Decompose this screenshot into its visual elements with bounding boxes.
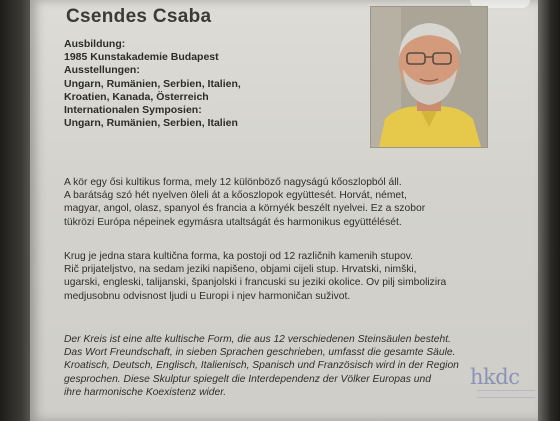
paragraph-line: Kroatisch, Deutsch, Englisch, Italienisch, Spanisch und Französisch wird in der Region xyxy=(64,360,459,372)
paragraph-line: A barátság szó hét nyelven öleli át a kőoszlopok együttesét. Horvát, német, xyxy=(64,190,407,202)
artist-name: Csendes Csaba xyxy=(66,6,212,27)
paragraph-line: gesprochen. Diese Skulptur spiegelt die Interdependenz der Völker Europas und xyxy=(64,373,431,385)
paragraph-line: magyar, angol, olasz, spanyol és francia a környék beszélt nyelvei. Ez a szobor xyxy=(64,203,426,215)
paragraph-line: Der Kreis ist eine alte kultische Form, die aus 12 verschiedenen Steinsäulen besteht. xyxy=(64,334,451,345)
paragraph-line: Das Wort Freundschaft, in sieben Sprachen geschrieben, umfasst die gesamte Säule. xyxy=(64,347,456,359)
artist-photo xyxy=(370,6,488,148)
sign-frame-right xyxy=(538,0,560,421)
bio-line: Ungarn, Rumänien, Serbien, Italien, xyxy=(64,77,241,90)
sign-panel xyxy=(30,0,538,421)
hkdc-logo: hkdc xyxy=(470,365,520,389)
sign-frame-left xyxy=(0,0,30,421)
paragraph-line: Rič prijateljstvo, na sedam jeziki napišeno, objami cijeli stup. Hrvatski, nimški, xyxy=(64,264,417,276)
bio-line: Kroatien, Kanada, Österreich xyxy=(64,90,209,103)
bio-line: Ungarn, Rumänien, Serbien, Italien xyxy=(64,117,238,130)
portrait-illustration xyxy=(371,7,487,147)
paragraph-line: ugarski, engleski, talijanski, španjolski i francuski su jeziki okolice. Ov pilj simbolizira xyxy=(64,277,447,289)
bio-line: Internationalen Symposien: xyxy=(64,104,202,117)
paragraph-line: ihre harmonische Koexistenz wider. xyxy=(64,386,227,398)
paragraph-line: A kör egy ősi kultikus forma, mely 12 különböző nagyságú kőoszlopból áll. xyxy=(64,177,402,188)
paragraph-line: Krug je jedna stara kultična forma, ka postoji od 12 različnih kamenih stupov. xyxy=(64,251,413,262)
bio-line: 1985 Kunstakademie Budapest xyxy=(64,51,219,64)
paragraph-hungarian xyxy=(64,176,484,229)
bio-line: Ausstellungen: xyxy=(64,64,140,77)
paragraph-croatian xyxy=(64,250,484,303)
artist-bio xyxy=(64,38,384,130)
paragraph-german xyxy=(64,333,484,399)
bio-line: Ausbildung: xyxy=(64,38,126,50)
paragraph-line: tükrözi Európa népeinek egymásra utaltságát és harmonikus együttélését. xyxy=(64,216,402,228)
paragraph-line: medjusobnu odvisnost ljudi u Europi i njev harmoničan suživot. xyxy=(64,290,351,302)
logo-underline xyxy=(477,390,535,398)
